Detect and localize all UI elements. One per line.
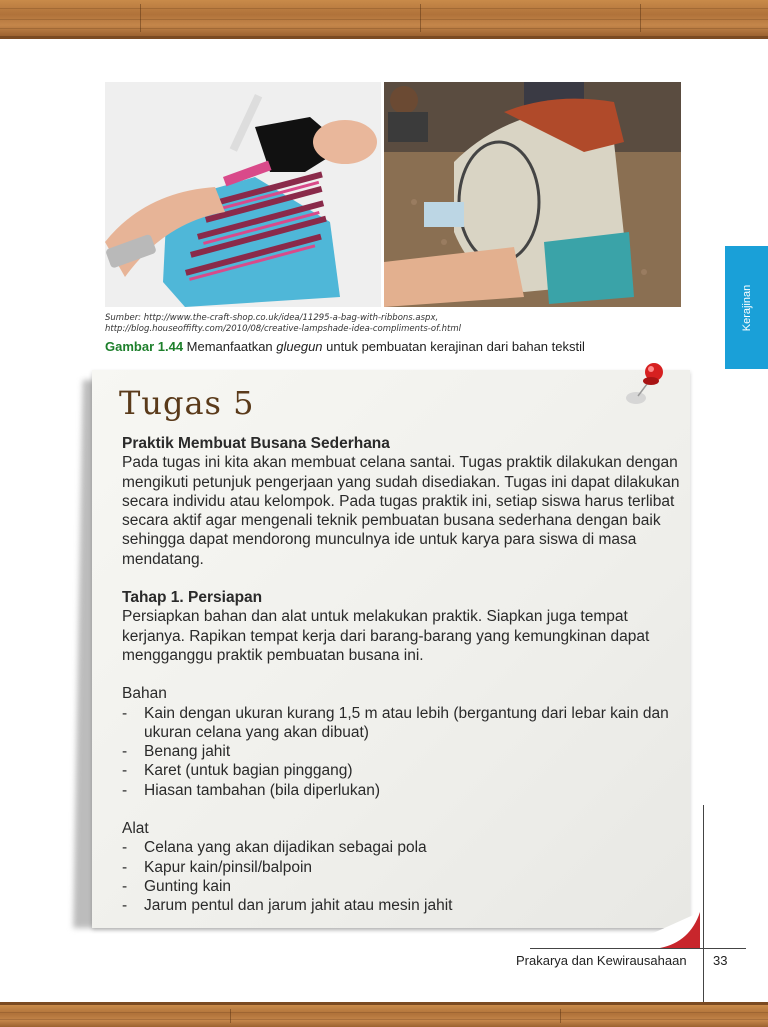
list-item: - Hiasan tambahan (bila diperlukan) (122, 781, 682, 800)
source-line-1: Sumber: http://www.the-craft-shop.co.uk/idea/11295-a-bag-with-ribbons.aspx, (105, 313, 439, 323)
footer-horizontal-rule (530, 948, 746, 949)
alat-label: Alat (122, 820, 149, 838)
caption-label: Gambar 1.44 (105, 339, 184, 354)
task-content (122, 434, 682, 916)
caption-text-1: Memanfaatkan (183, 339, 277, 354)
chapter-side-tab (725, 246, 768, 369)
task-title: Tugas 5 (119, 384, 255, 422)
figure-caption (105, 339, 705, 354)
footer-vertical-rule (703, 805, 704, 1002)
step1-heading: Tahap 1. Persiapan (122, 589, 263, 607)
page-curl (620, 912, 700, 948)
list-item: - Karet (untuk bagian pinggang) (122, 761, 682, 780)
wood-border-top (0, 0, 768, 39)
list-item: - Kapur kain/pinsil/balpoin (122, 858, 682, 877)
pushpin-icon (620, 358, 670, 408)
caption-text-2: untuk pembuatan kerajinan dari bahan tekstil (322, 339, 585, 354)
list-item: - Kain dengan ukuran kurang 1,5 m atau lebih (bergantung dari lebar kain dan ukuran celana yang akan dibuat) (122, 704, 682, 743)
task-intro: Pada tugas ini kita akan membuat celana santai. Tugas praktik dilakukan dengan mengikuti petunjuk pengerjaan yang sudah disediakan. Tugas ini dapat dilakukan secara individu atau kelompok. Pada tugas praktik ini, setiap siswa harus terlibat secara aktif agar mengenali teknik pembuatan busana sederhana dengan baik sehingga dapat mendorong munculnya ide untuk karya para siswa di masa mendatang. (122, 454, 680, 568)
wood-border-bottom (0, 1002, 768, 1027)
side-tab-label: Kerajinan (740, 284, 753, 331)
list-item: - Gunting kain (122, 877, 682, 896)
list-item: - Benang jahit (122, 742, 682, 761)
step1-text: Persiapkan bahan dan alat untuk melakukan praktik. Siapkan juga tempat kerjanya. Rapikan tempat kerja dari barang-barang yang kemungkinan dapat mengganggu praktik pembuatan busana ini. (122, 608, 650, 664)
book-title: Prakarya dan Kewirausahaan (516, 953, 687, 968)
bahan-list (122, 704, 682, 800)
figure-source (105, 313, 665, 335)
bahan-label: Bahan (122, 685, 167, 703)
alat-list (122, 838, 682, 915)
photo-gluegun-bag (105, 82, 381, 307)
photo-lampshade (384, 82, 681, 307)
caption-italic: gluegun (276, 339, 323, 354)
task-heading: Praktik Membuat Busana Sederhana (122, 435, 390, 452)
list-item: - Jarum pentul dan jarum jahit atau mesin jahit (122, 896, 682, 915)
page-number: 33 (713, 953, 728, 968)
source-line-2: http://blog.houseoffifty.com/2010/08/creative-lampshade-idea-compliments-of.html (105, 324, 461, 334)
list-item: - Celana yang akan dijadikan sebagai pola (122, 838, 682, 857)
